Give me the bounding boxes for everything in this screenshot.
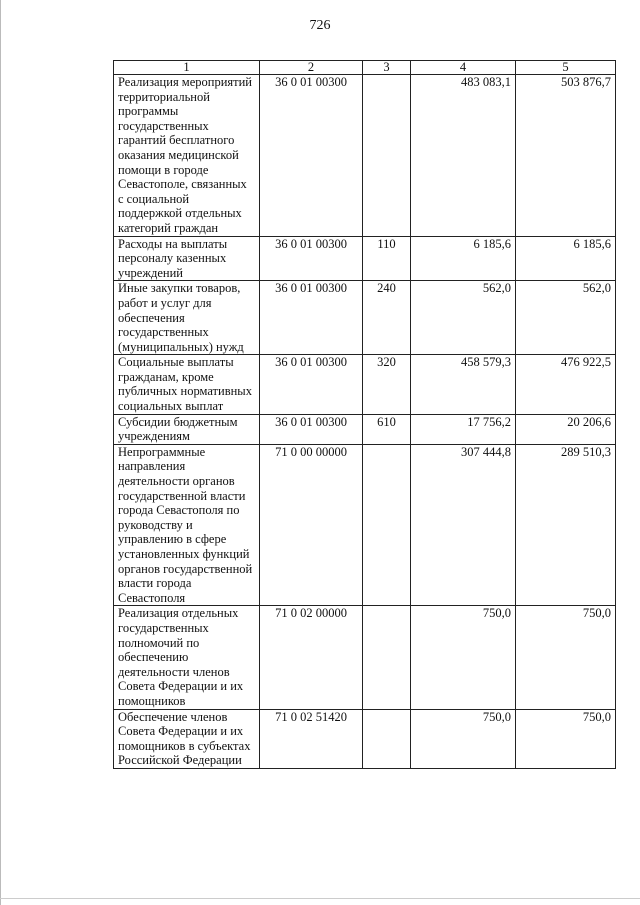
row-code: 36 0 01 00300 <box>260 414 363 444</box>
row-value-1: 483 083,1 <box>411 75 516 237</box>
row-value-2: 750,0 <box>516 606 616 709</box>
row-name: Субсидии бюджетным учреждениям <box>114 414 260 444</box>
row-name: Социальные выплаты гражданам, кроме публичных нормативных социальных выплат <box>114 355 260 414</box>
budget-table <box>113 60 616 769</box>
row-type <box>363 709 411 768</box>
row-value-2: 289 510,3 <box>516 444 616 606</box>
row-value-1: 6 185,6 <box>411 236 516 281</box>
page-number: 726 <box>309 18 331 33</box>
column-header-3: 3 <box>363 61 411 75</box>
table-row <box>114 281 616 355</box>
row-type: 610 <box>363 414 411 444</box>
row-code: 36 0 01 00300 <box>260 355 363 414</box>
row-name: Расходы на выплаты персоналу казенных учреждений <box>114 236 260 281</box>
row-type <box>363 75 411 237</box>
column-header-4: 4 <box>411 61 516 75</box>
row-value-1: 750,0 <box>411 606 516 709</box>
row-code: 36 0 01 00300 <box>260 281 363 355</box>
column-header-5: 5 <box>516 61 616 75</box>
row-value-2: 6 185,6 <box>516 236 616 281</box>
row-value-2: 20 206,6 <box>516 414 616 444</box>
row-value-2: 476 922,5 <box>516 355 616 414</box>
row-name: Реализация мероприятий территориальной программы государственных гарантий бесплатного оказания медицинской помощи в городе Севастополе, связанных с социальной поддержкой отдельных категорий граждан <box>114 75 260 237</box>
row-type: 320 <box>363 355 411 414</box>
row-code: 36 0 01 00300 <box>260 236 363 281</box>
table-row <box>114 236 616 281</box>
row-code: 71 0 00 00000 <box>260 444 363 606</box>
row-value-1: 562,0 <box>411 281 516 355</box>
row-value-2: 503 876,7 <box>516 75 616 237</box>
row-name: Иные закупки товаров, работ и услуг для обеспечения государственных (муниципальных) нужд <box>114 281 260 355</box>
header-row <box>114 61 616 75</box>
table-row <box>114 75 616 237</box>
row-value-2: 562,0 <box>516 281 616 355</box>
page-left-edge <box>0 0 1 905</box>
table-row <box>114 444 616 606</box>
row-code: 71 0 02 00000 <box>260 606 363 709</box>
row-name: Обеспечение членов Совета Федерации и их помощников в субъектах Российской Федерации <box>114 709 260 768</box>
table-row <box>114 414 616 444</box>
row-name: Непрограммные направления деятельности органов государственной власти города Севастополя по руководству и управлению в сфере установленных функций органов государственной власти города Севастополя <box>114 444 260 606</box>
row-value-1: 307 444,8 <box>411 444 516 606</box>
table-row <box>114 606 616 709</box>
table-row <box>114 709 616 768</box>
row-value-1: 17 756,2 <box>411 414 516 444</box>
row-code: 36 0 01 00300 <box>260 75 363 237</box>
row-value-1: 458 579,3 <box>411 355 516 414</box>
row-name: Реализация отдельных государственных полномочий по обеспечению деятельности членов Совета Федерации и их помощников <box>114 606 260 709</box>
row-type: 110 <box>363 236 411 281</box>
row-value-2: 750,0 <box>516 709 616 768</box>
row-value-1: 750,0 <box>411 709 516 768</box>
column-header-1: 1 <box>114 61 260 75</box>
table-row <box>114 355 616 414</box>
row-type: 240 <box>363 281 411 355</box>
row-code: 71 0 02 51420 <box>260 709 363 768</box>
page-bottom-border <box>0 898 640 899</box>
column-header-2: 2 <box>260 61 363 75</box>
row-type <box>363 444 411 606</box>
row-type <box>363 606 411 709</box>
